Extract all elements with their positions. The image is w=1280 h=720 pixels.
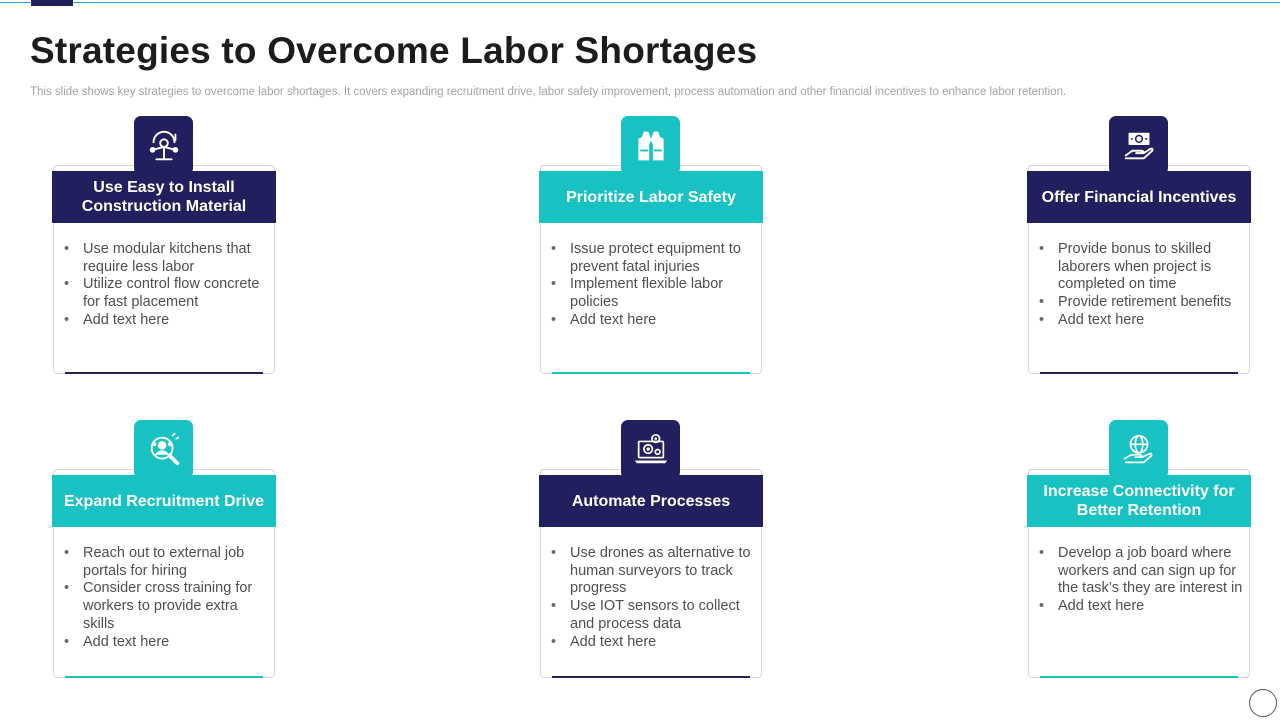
strategy-card-connectivity [1028,469,1250,678]
card-bullet: • Provide retirement benefits [1058,294,1243,312]
strategy-card-labor-safety [540,165,762,374]
card-bullet: • Add text here [570,634,755,652]
card-bullet: • Use IOT sensors to collect and process data [570,598,755,633]
card-bullet: • Use drones as alternative to human surveyors to track progress [570,545,755,598]
card-bullet: • Add text here [83,634,268,652]
card-title: Offer Financial Incentives [1027,171,1251,223]
card-bullet: • Provide bonus to skilled laborers when project is completed on time [1058,241,1243,294]
card-title: Automate Processes [539,475,763,527]
top-accent-tab [31,0,73,6]
top-accent-line [0,2,1280,3]
card-bullet: • Issue protect equipment to prevent fatal injuries [570,241,755,276]
card-bullet-list [1029,545,1249,616]
card-title: Prioritize Labor Safety [539,171,763,223]
card-bottom-bar [65,676,263,678]
card-bullet: • Add text here [83,312,268,330]
laptop-gears-icon [621,420,680,479]
strategy-card-financial-incentives [1028,165,1250,374]
construction-crane-icon [134,116,193,175]
safety-vest-icon [621,116,680,175]
corner-circle [1249,689,1277,717]
card-bottom-bar [1040,372,1238,374]
card-bullet: • Add text here [570,312,755,330]
card-bullet: • Utilize control flow concrete for fast placement [83,276,268,311]
card-bullet: • Reach out to external job portals for hiring [83,545,268,580]
card-title: Expand Recruitment Drive [52,475,276,527]
card-bullet-list [541,545,761,651]
card-title: Increase Connectivity for Better Retention [1027,475,1251,527]
card-bullet: • Add text here [1058,312,1243,330]
strategy-card-construction-material [53,165,275,374]
card-title: Use Easy to Install Construction Material [52,171,276,223]
card-bullet-list [54,545,274,651]
card-bullet-list [1029,241,1249,330]
strategy-card-recruitment-drive [53,469,275,678]
card-bottom-bar [552,372,750,374]
card-bullet: • Develop a job board where workers and can sign up for the task’s they are interest in [1058,545,1243,598]
money-in-hand-icon [1109,116,1168,175]
card-bullet: • Add text here [1058,598,1243,616]
card-bottom-bar [65,372,263,374]
card-bullet-list [54,241,274,330]
globe-in-hand-icon [1109,420,1168,479]
card-bottom-bar [1040,676,1238,678]
strategy-card-automate-processes [540,469,762,678]
page-title: Strategies to Overcome Labor Shortages [30,30,758,71]
card-bullet: • Implement flexible labor policies [570,276,755,311]
card-bullet: • Consider cross training for workers to provide extra skills [83,580,268,633]
card-bullet-list [541,241,761,330]
card-bullet: • Use modular kitchens that require less labor [83,241,268,276]
page-subtitle: This slide shows key strategies to overcome labor shortages. It covers expanding recruitment drive, labor safety improvement, process automation and other financial incentives to enhance labor retention. [30,86,1067,98]
card-bottom-bar [552,676,750,678]
people-search-icon [134,420,193,479]
